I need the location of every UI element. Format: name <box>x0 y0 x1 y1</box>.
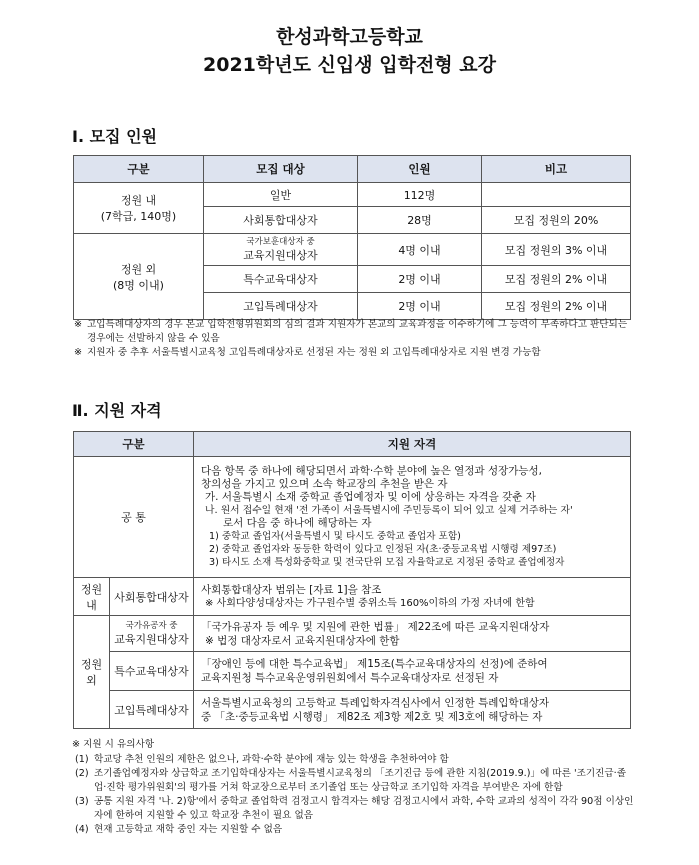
note-item <box>74 346 634 360</box>
criteria-line: 「장애인 등에 대한 특수교육법」 제15조(특수교육대상자의 선정)에 준하여 <box>201 658 548 670</box>
target-cell: 특수교육대상자 <box>204 266 358 293</box>
note-cell: 모집 정원의 2% 이내 <box>482 293 631 320</box>
note-mark: (1) <box>75 754 89 765</box>
criteria-cell <box>194 652 631 691</box>
section1-heading: Ⅰ. 모집 인원 <box>72 127 157 146</box>
criteria-line: 다음 항목 중 하나에 해당되면서 과학·수학 분야에 높은 열정과 성장가능성, <box>201 465 543 477</box>
target-label: 교육지원대상자 <box>114 632 189 646</box>
document-title: 2021학년도 신입생 입학전형 요강 <box>203 54 496 76</box>
target-cell: 특수교육대상자 <box>110 652 194 691</box>
criteria-line: 사회통합대상자 범위는 [자료 1]을 참조 <box>201 583 382 596</box>
column-header: 인원 <box>358 156 482 183</box>
note-cell <box>482 183 631 207</box>
table-row <box>74 457 631 578</box>
group-sublabel: (7학급, 140명) <box>100 210 177 223</box>
column-header: 모집 대상 <box>204 156 358 183</box>
target-cell: 일반 <box>204 183 358 207</box>
target-small-label: 국가유공자 중 <box>125 620 178 631</box>
column-header: 지원 자격 <box>194 432 631 457</box>
criteria-line: 로서 다음 중 하나에 해당하는 자 <box>223 517 372 529</box>
note-item <box>72 753 634 767</box>
count-cell: 28명 <box>358 207 482 234</box>
criteria-line: 서울특별시교육청의 고등학교 특례입학자격심사에서 인정한 특례입학대상자 <box>201 696 550 709</box>
note-text: 고입특례대상자의 경우 본교 입학전형위원회의 심의 결과 지원자가 본교의 교육과정을 이수하기에 그 능력이 부족하다고 판단되는 경우에는 선발하지 않을 수 있음 <box>87 319 628 344</box>
criteria-note: ※ 법정 대상자로서 교육지원대상자에 한함 <box>205 634 400 647</box>
note-text: 현재 고등학교 재학 중인 자는 지원할 수 없음 <box>94 824 283 835</box>
group-label: 정원 <box>80 658 103 671</box>
criteria-cell <box>194 616 631 652</box>
note-cell: 모집 정원의 3% 이내 <box>482 234 631 266</box>
group-sublabel: 외 <box>86 674 97 687</box>
criteria-cell <box>194 691 631 729</box>
table-row <box>74 652 631 691</box>
section1-notes <box>74 318 634 360</box>
group-label: 정원 외 <box>120 262 157 276</box>
note-item <box>74 318 634 346</box>
note-mark: ※ <box>74 319 83 330</box>
criteria-line: 창의성을 가지고 있으며 소속 학교장의 추천을 받은 자 <box>201 478 448 490</box>
criteria-line: 중 「초·중등교육법 시행령」 제82조 제3항 제2호 및 제3호에 해당하는 자 <box>201 710 543 723</box>
group-label: 정원 내 <box>120 194 157 207</box>
common-criteria <box>194 457 631 578</box>
section2-notes <box>72 738 634 837</box>
in-quota-label <box>74 578 110 616</box>
criteria-line: 가. 서울특별시 소재 중학교 졸업예정자 및 이에 상응하는 자격을 갖춘 자 <box>205 491 536 503</box>
count-cell: 2명 이내 <box>358 293 482 320</box>
note-item <box>72 767 634 795</box>
note-cell: 모집 정원의 20% <box>482 207 631 234</box>
recruitment-table <box>73 155 631 320</box>
target-cell: 고입특례대상자 <box>110 691 194 729</box>
criteria-note: ※ 사회다양성대상자는 가구원수별 중위소득 160%이하의 가정 자녀에 한함 <box>205 597 535 609</box>
target-cell: 사회통합대상자 <box>204 207 358 234</box>
table-row <box>74 616 631 652</box>
table-row <box>74 183 631 207</box>
note-mark: (4) <box>75 824 89 835</box>
group-sublabel: 내 <box>86 598 97 612</box>
note-mark: (3) <box>75 796 89 807</box>
column-header: 구분 <box>74 156 204 183</box>
notes-heading: ※ 지원 시 유의사항 <box>72 739 155 750</box>
note-item <box>72 823 634 837</box>
target-cell <box>204 234 358 266</box>
target-cell: 고입특례대상자 <box>204 293 358 320</box>
group-label: 정원 <box>80 582 103 596</box>
note-text: 학교당 추천 인원의 제한은 없으나, 과학·수학 분야에 재능 있는 학생을 추천하여야 함 <box>94 754 449 765</box>
count-cell: 4명 이내 <box>358 234 482 266</box>
table-row <box>74 578 631 616</box>
group-out-quota <box>74 234 204 320</box>
common-label: 공 통 <box>74 457 194 578</box>
criteria-line: 1) 중학교 졸업자(서울특별시 및 타시도 중학교 졸업자 포함) <box>209 531 461 542</box>
note-mark: (2) <box>75 768 89 779</box>
table-row <box>74 691 631 729</box>
note-text: 공통 지원 자격 '나. 2)항'에서 중학교 졸업학력 검정고시 합격자는 해당 검정고시에서 과학, 수학 교과의 성적이 각각 90점 이상인 자에 한하여 지원할 수 있고 학교장 추천이 필요 없음 <box>94 796 634 821</box>
note-text: 조기졸업예정자와 상급학교 조기입학대상자는 서울특별시교육청의 「조기진급 등에 관한 지침(2019.9.)」에 따른 '조기진급·졸업·진학 평가위원회'의 평가를 거쳐 학교장으로부터 조기졸업 또는 상급학교 조기입학 자격을 부여받은 자에 한함 <box>94 768 626 793</box>
note-item <box>72 795 634 823</box>
note-text: 지원자 중 추후 서울특별시교육청 고입특례대상자로 선정된 자는 정원 외 고입특례대상자로 지원 변경 가능함 <box>87 347 541 358</box>
target-cell <box>110 616 194 652</box>
group-sublabel: (8명 이내) <box>113 278 164 292</box>
criteria-line: 「국가유공자 등 예우 및 지원에 관한 법률」 제22조에 따른 교육지원대상자 <box>201 620 550 633</box>
count-cell: 2명 이내 <box>358 266 482 293</box>
school-name: 한성과학고등학교 <box>276 26 423 48</box>
column-header: 비고 <box>482 156 631 183</box>
criteria-line: 2) 중학교 졸업자와 동등한 학력이 있다고 인정된 자(초·중등교육법 시행령 제97조) <box>209 544 557 555</box>
table-header-row <box>74 156 631 183</box>
section2-heading: Ⅱ. 지원 자격 <box>72 401 162 420</box>
eligibility-table <box>73 431 631 729</box>
target-label: 교육지원대상자 <box>243 248 318 262</box>
table-header-row <box>74 432 631 457</box>
count-cell: 112명 <box>358 183 482 207</box>
criteria-cell <box>194 578 631 616</box>
target-small-label: 국가보훈대상자 중 <box>246 236 315 247</box>
out-quota-label <box>74 616 110 729</box>
target-cell: 사회통합대상자 <box>110 578 194 616</box>
column-header: 구분 <box>74 432 194 457</box>
criteria-line: 나. 원서 접수일 현재 '전 가족이 서울특별시에 주민등록이 되어 있고 실제 거주하는 자' <box>205 505 573 516</box>
criteria-line: 교육지원청 특수교육운영위원회에서 특수교육대상자로 선정된 자 <box>201 672 499 684</box>
note-cell: 모집 정원의 2% 이내 <box>482 266 631 293</box>
note-mark: ※ <box>74 347 83 358</box>
table-row <box>74 234 631 266</box>
criteria-line: 3) 타시도 소재 특성화중학교 및 전국단위 모집 자율학교로 지정된 중학교 졸업예정자 <box>209 557 565 568</box>
group-in-quota <box>74 183 204 234</box>
